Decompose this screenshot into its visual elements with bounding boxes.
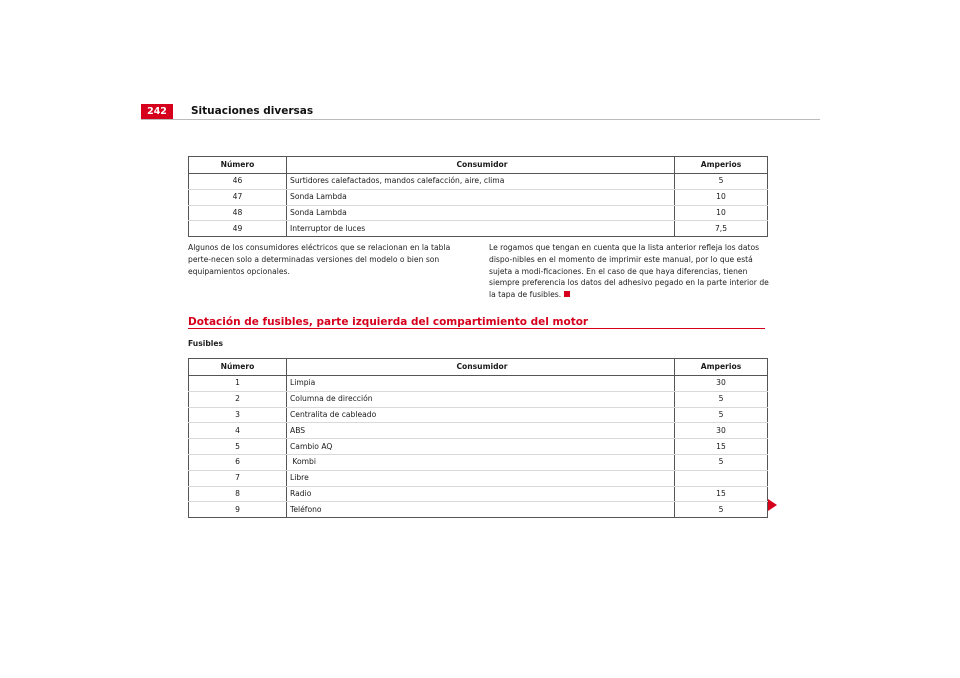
cell-number: 47	[189, 189, 287, 205]
table-header-row	[189, 359, 768, 376]
cell-number: 48	[189, 205, 287, 221]
section-heading: Dotación de fusibles, parte izquierda del compartimiento del motor	[188, 316, 589, 328]
table-row	[189, 407, 768, 423]
table-header-row	[189, 157, 768, 174]
cell-amps: 10	[675, 189, 768, 205]
table-row	[189, 174, 768, 190]
fuse-table-left-engine	[188, 358, 768, 518]
page-header	[141, 104, 820, 120]
cell-number: 7	[189, 470, 287, 486]
table-row	[189, 189, 768, 205]
column-header-number: Número	[189, 157, 287, 174]
cell-consumer: ABS	[287, 423, 675, 439]
cell-amps: 15	[675, 439, 768, 455]
table-row	[189, 454, 768, 470]
table-row	[189, 502, 768, 518]
column-header-amps: Amperios	[675, 359, 768, 376]
cell-consumer: Libre	[287, 470, 675, 486]
cell-number: 8	[189, 486, 287, 502]
continue-arrow-icon	[768, 499, 777, 511]
cell-number: 2	[189, 391, 287, 407]
cell-number: 46	[189, 174, 287, 190]
column-header-consumer: Consumidor	[287, 359, 675, 376]
cell-number: 1	[189, 376, 287, 392]
column-header-amps: Amperios	[675, 157, 768, 174]
column-header-consumer: Consumidor	[287, 157, 675, 174]
cell-consumer: Teléfono	[287, 502, 675, 518]
note-optional-equipment: Algunos de los consumidores eléctricos que se relacionan en la tabla perte-necen solo a determinadas versiones del modelo o bien son equipamientos opcionales.	[188, 243, 451, 276]
cell-consumer: Columna de dirección	[287, 391, 675, 407]
cell-consumer: Sonda Lambda	[287, 205, 675, 221]
table-row	[189, 376, 768, 392]
cell-consumer: Cambio AQ	[287, 439, 675, 455]
cell-amps: 5	[718, 504, 724, 514]
cell-number: 9	[189, 502, 287, 518]
fuse-table-continued	[188, 156, 768, 237]
cell-number: 5	[189, 439, 287, 455]
cell-amps: 30	[675, 423, 768, 439]
cell-amps: 5	[675, 174, 768, 190]
cell-amps: 5	[675, 407, 768, 423]
cell-consumer: Centralita de cableado	[287, 407, 675, 423]
cell-amps: 30	[675, 376, 768, 392]
cell-amps: 5	[675, 391, 768, 407]
cell-amps: 15	[675, 486, 768, 502]
cell-number: 6	[189, 454, 287, 470]
red-square-icon	[564, 291, 570, 297]
table-row	[189, 221, 768, 237]
table-row	[189, 470, 768, 486]
cell-consumer: Sonda Lambda	[287, 189, 675, 205]
header-divider	[141, 119, 820, 120]
cell-amps	[675, 470, 768, 486]
cell-consumer: Surtidores calefactados, mandos calefacción, aire, clima	[287, 174, 675, 190]
cell-amps: 7,5	[714, 223, 728, 233]
cell-number: 4	[189, 423, 287, 439]
table-row	[189, 205, 768, 221]
table-row	[189, 439, 768, 455]
column-header-number: Número	[189, 359, 287, 376]
fuses-label: Fusibles	[188, 339, 224, 348]
cell-consumer: Kombi	[287, 454, 675, 470]
note-list-validity	[489, 242, 769, 301]
cell-amps: 5	[675, 454, 768, 470]
note-list-validity-text: Le rogamos que tengan en cuenta que la lista anterior refleja los datos dispo-nibles en el momento de imprimir este manual, por lo que está sujeta a modi-ficaciones. En el caso de que haya diferencias, tienen siempre preferencia los datos del adhesivo pegado en la parte interior de la tapa de fusibles.	[489, 243, 769, 300]
table-row	[189, 486, 768, 502]
section-heading-rule	[188, 328, 765, 329]
cell-number: 49	[189, 221, 287, 237]
cell-amps: 10	[675, 205, 768, 221]
page-number: 242	[141, 104, 173, 119]
table-row	[189, 423, 768, 439]
cell-number: 3	[189, 407, 287, 423]
table-row	[189, 391, 768, 407]
cell-consumer: Interruptor de luces	[287, 221, 675, 237]
cell-consumer: Limpia	[287, 376, 675, 392]
page-title: Situaciones diversas	[191, 105, 314, 117]
cell-consumer: Radio	[287, 486, 675, 502]
